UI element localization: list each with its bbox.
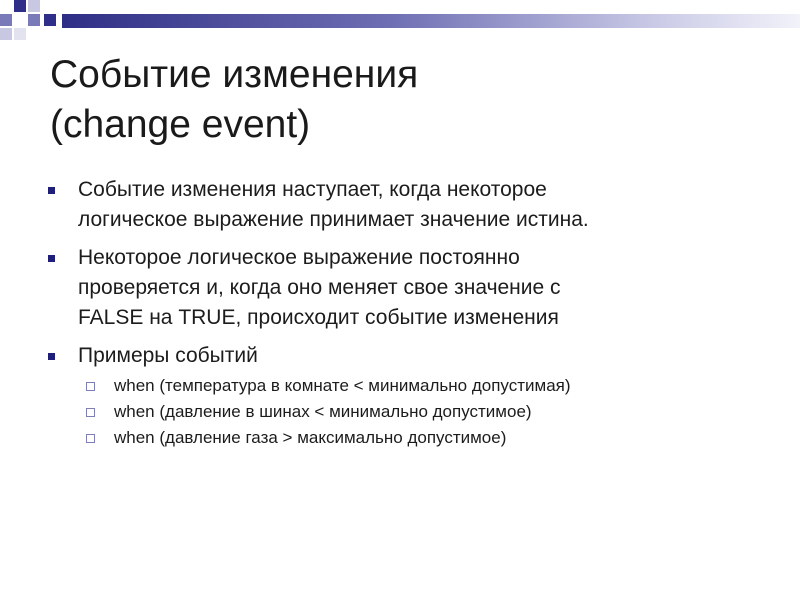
decor-square [44, 14, 56, 26]
hollow-square-bullet-icon [86, 434, 95, 443]
hollow-square-bullet-icon [86, 382, 95, 391]
bullet-text-line: Некоторое логическое выражение постоянно [78, 246, 520, 269]
decor-square [0, 28, 12, 40]
hollow-square-bullet-icon [86, 408, 95, 417]
bullet-text-line: логическое выражение принимает значение истина. [78, 208, 589, 231]
sub-bullet-item [48, 425, 768, 451]
bullet-item [48, 341, 768, 371]
bullet-item [48, 175, 768, 235]
bullet-text-line: FALSE на TRUE, происходит событие изменения [78, 306, 559, 329]
slide-title-line: Событие изменения [50, 53, 419, 96]
sub-bullet-item [48, 399, 768, 425]
sub-bullet-text: when (температура в комнате < минимально допустимая) [114, 376, 571, 395]
square-bullet-icon [48, 255, 55, 262]
decor-square [28, 0, 40, 12]
square-bullet-icon [48, 353, 55, 360]
decor-square [14, 28, 26, 40]
sub-bullet-item [48, 373, 768, 399]
slide-title-line: (change event) [50, 103, 311, 146]
bullet-text-line: Событие изменения наступает, когда некоторое [78, 178, 547, 201]
slide-content [48, 175, 768, 451]
square-bullet-icon [48, 187, 55, 194]
bullet-text-line: проверяется и, когда оно меняет свое значение с [78, 276, 561, 299]
decor-square [28, 14, 40, 26]
slide-title [50, 50, 770, 150]
sub-bullet-text: when (давление газа > максимально допустимое) [114, 428, 507, 447]
sub-bullet-list [48, 373, 768, 451]
header-gradient-bar [62, 14, 800, 28]
sub-bullet-text: when (давление в шинах < минимально допустимое) [114, 402, 532, 421]
bullet-text-line: Примеры событий [78, 344, 258, 367]
decor-square [0, 14, 12, 26]
header-decoration [0, 0, 800, 40]
decor-square [14, 0, 26, 12]
bullet-item [48, 243, 768, 333]
